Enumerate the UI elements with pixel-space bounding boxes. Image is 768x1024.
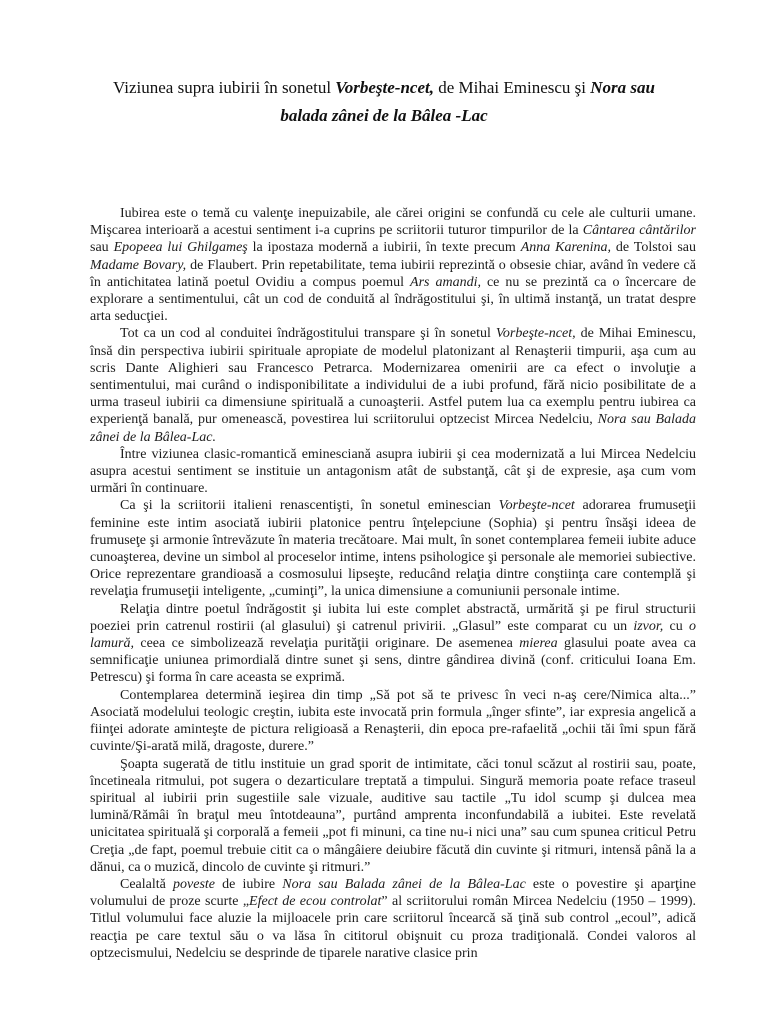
body-paragraph (90, 446, 696, 498)
text-segment: glasului poate avea ca semnificaţie uniunea primordială dintre sunet şi sens, dintre gândirea divină (conf. criticului Ioana Em. Petrescu) şi forma în care aceasta se exprimă. (90, 636, 696, 686)
text-segment: cu (663, 618, 689, 634)
text-segment: Între viziunea clasic-romantică eminesciană asupra iubirii şi cea modernizată a lui Mircea Nedelciu asupra acestui sentiment se instituie un antagonism atât de substanţă, cât şi de expresie, aşa cum vom urmări în continuare. (90, 446, 696, 497)
text-segment: Relaţia dintre poetul îndrăgostit şi iubita lui este complet abstractă, urmărită şi pe firul structurii poeziei prin catrenul rostirii (al glasului) şi catrenul privirii. „Glasul” este comparat cu un (90, 601, 696, 634)
body-paragraph (90, 876, 696, 962)
title-line-1 (64, 78, 704, 98)
text-segment: de Mihai Eminescu, însă din perspectiva iubirii spirituale apropiate de modelul platonizant al Renaşterii timpurii, aşa cum au scris Dante Alighieri sau Francesco Petrarca. Modernizarea omenirii are ca efect o involuţie a sentimentului, mai curând o indisponibilitate a individului de a iubi profund, fără nicio posibilitate de a urma traseul iubirii ca dimensiune spirituală a cunoaşterii. Astfel putem lua ca exemplu pentru iubirea ca experienţă banală, pur omenească, povestirea lui scriitorului optzecist Mircea Nedelciu, (90, 326, 696, 428)
text-segment: de Flaubert. Prin repetabilitate, tema iubirii reprezintă o obsesie chiar, având în vedere că în antichitatea latină poetul Ovidiu a compus poemul (90, 257, 696, 290)
text-segment: Şoapta sugerată de titlu instituie un grad sporit de intimitate, căci tonul scăzut al rostirii sau, poate, încetineala ritmului, pot sugera o dezarticulare treptată a timpului. Singură memoria poate reface traseul spiritual al iubirii prin sugestiile sale vizuale, auditive sau tactile „Tu idol scump şi dulcea mea lumină/Rămâi în braţul meu întotdeauna”, purtând amprenta inconfundabilă a iubitei. Este revelată unicitatea spirituală şi corporală a femeii „pot fi minuni, ca tine nu-i nici una” sau cum spunea criticul Petru Creţia „de fapt, poemul trebuie citit ca o mângâiere deiubire făcută din cuvinte şi ritmuri, intensă până la a dănui, ca o muzică, dincolo de cuvinte şi ritmuri.” (90, 756, 696, 875)
body-paragraph (90, 756, 696, 876)
italic-text-segment: Ars amandi, (410, 274, 481, 290)
body-paragraph (90, 205, 696, 325)
text-segment: Cealaltă (120, 876, 174, 892)
italic-text-segment: o lamură, (90, 618, 696, 652)
text-segment: Tot ca un cod al conduitei îndrăgostitului transpare şi în sonetul (120, 326, 496, 342)
document-body (90, 205, 696, 962)
text-segment: Contemplarea determină ieşirea din timp „Să pot să te privesc în veci n-aş cere/Nimica alta...” Asociată modelului teologic creştin, iubita este invocată prin formula „înger sfinte”, iar expresia angelică a fiinţei adorate aminteşte de pictura religioasă a Renaşterii, din epoca pre-rafaelită „ochii tăi îmi spun fără cuvinte/Şi-arată milă, dragoste, durere.” (90, 687, 696, 755)
italic-text-segment: Anna Karenina, (520, 240, 612, 256)
text-segment: Ca şi la scriitorii italieni renascentişti, în sonetul eminescian (120, 498, 499, 514)
text-segment: este o povestire şi aparţine volumului de proze scurte „ (90, 876, 696, 910)
text-segment: Iubirea este o temă cu valenţe inepuizabile, ale cărei origini se confundă cu cele ale culturii umane. Mişcarea interioară a acestui sentiment i-a cuprins pe scriitorii tuturor timpurilor de la (90, 206, 696, 239)
italic-text-segment: Madame Bovary, (90, 257, 187, 273)
title-work-nora-continued: balada zânei de la Bâlea -Lac (280, 106, 488, 125)
text-segment: de iubire (215, 876, 283, 892)
italic-text-segment: Nora sau Balada zânei de la Bâlea-Lac (282, 876, 526, 892)
text-segment: la ipostaza modernă a iubirii, în texte precum (247, 240, 521, 256)
text-segment: sau (90, 240, 114, 256)
text-segment: adorarea frumuseţii feminine este intim asociată iubirii platonice pentru înţelepciune (Sophia) şi pentru însăşi ideea de frumuseţe şi armonie întrevăzute în materia trecătoare. Mai mult, în sonet contemplarea femeii iubite aduce cunoaşterea, devine un simbol al proceselor intime, intens psihologice şi personale ale memoriei subiective. Orice reprezentare grandioasă a cosmosului lipseşte, reducând relaţia dintre conştiinţa care contemplă şi revelaţia frumuseţii inteligente, „cuminţi”, la unica dimensiune a comuniunii personale intime. (90, 498, 696, 600)
text-segment: ce nu se prezintă ca o încercare de explorare a sentimentului, cât un cod de conduită al îndrăgostitului şi, în ultimă instanţă, un tratat despre arta seducţiei. (90, 274, 696, 325)
italic-text-segment: Epopeea lui Ghilgameş (113, 240, 248, 256)
title-author: de Mihai Eminescu şi (433, 78, 591, 97)
body-paragraph (90, 497, 696, 600)
italic-text-segment: mierea (519, 636, 558, 652)
italic-text-segment: Vorbeşte-ncet (498, 498, 575, 514)
title-line-2 (64, 106, 704, 126)
title-work-nora: Nora sau (590, 78, 655, 97)
title-work-vorbeste-ncet: Vorbeşte-ncet, (335, 78, 434, 97)
italic-text-segment: izvor, (633, 618, 664, 634)
italic-text-segment: Efect de ecou controlat (249, 894, 382, 910)
italic-text-segment: Cântarea cântărilor (582, 223, 696, 239)
italic-text-segment: poveste (173, 876, 215, 892)
title-prefix: Viziunea supra iubirii în sonetul (113, 78, 336, 97)
italic-text-segment: Vorbeşte-ncet, (495, 326, 576, 342)
body-paragraph (90, 687, 696, 756)
text-segment: de Tolstoi sau (611, 240, 697, 256)
body-paragraph (90, 601, 696, 687)
body-paragraph (90, 325, 696, 445)
italic-text-segment: Nora sau Balada zânei de la Bâlea-Lac. (90, 412, 696, 445)
text-segment: ” al scriitorului român Mircea Nedelciu (1950 – 1999). Titlul volumului face aluzie la mijloacele prin care scriitorul încearcă să ţină sub control „ecoul”, adică reacţia pe care textul său o va lăsa în cititorul obişnuit cu proza tradiţională. Condei valoros al optzecismului, Nedelciu se desprinde de tiparele narative clasice prin (90, 894, 697, 961)
text-segment: ceea ce simbolizează revelaţia purităţii originare. De asemenea (133, 636, 520, 652)
